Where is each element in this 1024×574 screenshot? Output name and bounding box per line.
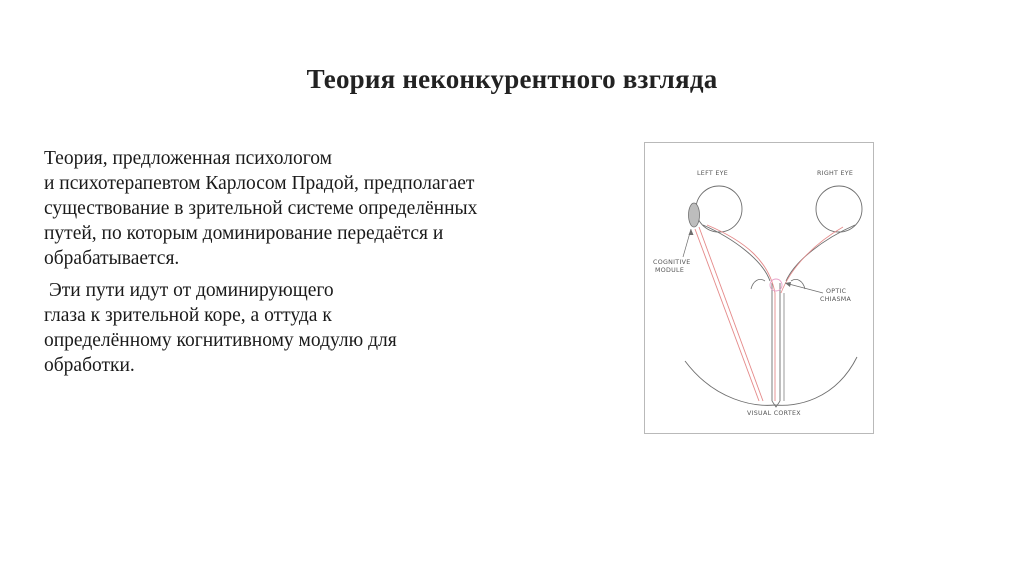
pathway-left-eye-to-cortex bbox=[707, 225, 775, 401]
visual-cortex-notch bbox=[772, 401, 780, 407]
label-optic-line-2: CHIASMA bbox=[820, 296, 852, 303]
right-optic-nerve bbox=[786, 225, 855, 281]
paragraph-2-line-1: Эти пути идут от доминирующего bbox=[44, 280, 334, 301]
cognitive-module-ellipse bbox=[689, 203, 700, 227]
pointer-cognitive-arrowhead bbox=[689, 229, 694, 235]
slide-title: Теория неконкурентного взгляда bbox=[306, 64, 718, 94]
right-eye-circle bbox=[816, 186, 862, 232]
paragraph-2-line-3: определённому когнитивному модулю для bbox=[44, 330, 397, 351]
left-optic-nerve bbox=[703, 225, 770, 281]
paragraph-1-line-5: обрабатывается. bbox=[44, 248, 180, 269]
pathway-module-to-cortex-2 bbox=[695, 229, 759, 401]
paragraph-1-line-3: существование в зрительной системе определённых bbox=[44, 198, 478, 219]
paragraph-2-line-2: глаза к зрительной коре, а оттуда к bbox=[44, 305, 332, 326]
label-cognitive-line-2: MODULE bbox=[655, 267, 685, 274]
visual-pathway-figure bbox=[644, 142, 874, 434]
label-optic-line-1: OPTIC bbox=[826, 288, 847, 295]
label-right-eye: RIGHT EYE bbox=[817, 170, 854, 177]
paragraph-1-line-1: Теория, предложенная психологом bbox=[44, 148, 332, 169]
pointer-optic-chiasma bbox=[785, 283, 823, 293]
left-eye-circle bbox=[696, 186, 742, 232]
label-visual-cortex: VISUAL CORTEX bbox=[747, 410, 801, 417]
paragraph-1-line-4: путей, по которым доминирование передаётся и bbox=[44, 223, 444, 244]
paragraph-2-line-4: обработки. bbox=[44, 355, 135, 376]
paragraph-2 bbox=[44, 278, 584, 378]
chiasma-left-curve bbox=[751, 279, 765, 289]
visual-pathway-diagram bbox=[645, 143, 873, 433]
slide-body bbox=[44, 146, 584, 378]
paragraph-1-line-2: и психотерапевтом Карлосом Прадой, предполагает bbox=[44, 173, 475, 194]
paragraph-1 bbox=[44, 146, 584, 271]
label-left-eye: LEFT EYE bbox=[697, 170, 729, 177]
label-cognitive-line-1: COGNITIVE bbox=[653, 259, 691, 266]
visual-cortex-arc bbox=[685, 357, 857, 405]
